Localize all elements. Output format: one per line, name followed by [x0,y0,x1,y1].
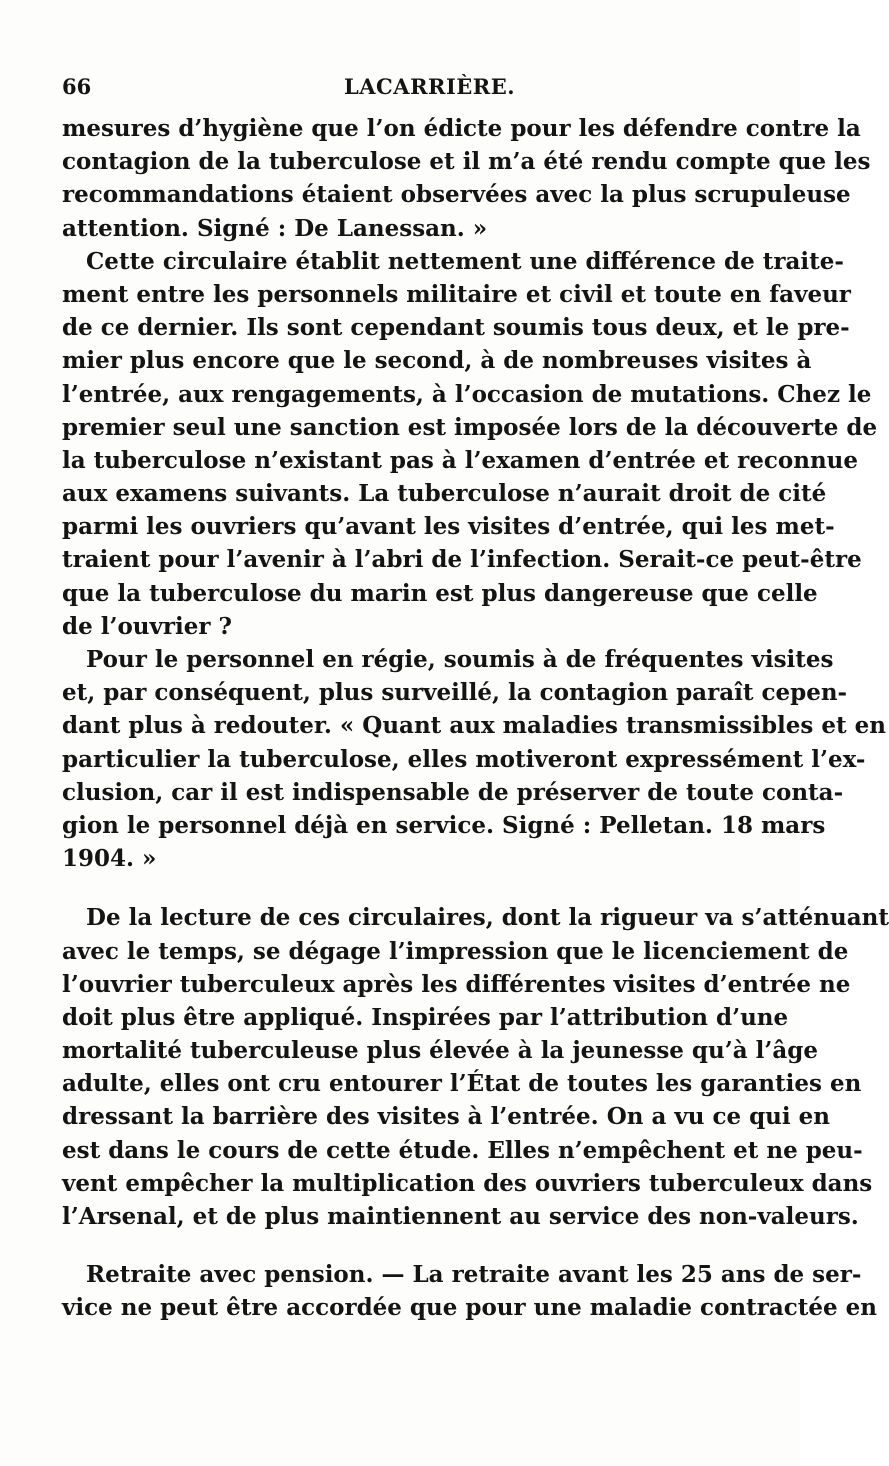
text-line: parmi les ouvriers qu’avant les visites d’entrée, qui les met- [62,513,835,541]
text-line: de l’ouvrier ? [62,612,232,640]
text-line: Pour le personnel en régie, soumis à de fréquentes visites [86,646,834,673]
text-line: que la tuberculose du marin est plus dangereuse que celle [62,579,818,607]
text-line: adulte, elles ont cru entourer l’État de toutes les garanties en [62,1070,862,1098]
page-header [62,74,760,104]
text-line: contagion de la tuberculose et il m’a été rendu compte que les [62,148,871,176]
text-line: de ce dernier. Ils sont cependant soumis tous deux, et le pre- [62,314,850,342]
text-line: clusion, car il est indispensable de préserver de toute conta- [62,778,844,806]
section-heading-line: Retraite avec pension. — La retraite avant les 25 ans de ser- [86,1261,862,1289]
paragraph-gap [62,1233,762,1258]
text-line: attention. Signé : De Lanessan. » [62,214,488,242]
text-line: mier plus encore que le second, à de nombreuses visites à [62,347,812,375]
text-line: traient pour l’avenir à l’abri de l’infection. Serait-ce peut-être [62,546,862,574]
text-line: la tuberculose n’existant pas à l’examen d’entrée et reconnue [62,446,859,474]
text-line: l’ouvrier tuberculeux après les différentes visites d’entrée ne [62,970,851,998]
text-line: aux examens suivants. La tuberculose n’aurait droit de cité [62,480,827,508]
text-line: dant plus à redouter. « Quant aux maladies transmissibles et en [62,712,887,740]
text-line: l’Arsenal, et de plus maintiennent au service des non-valeurs. [62,1203,859,1230]
text-line: Cette circulaire établit nettement une différence de traite- [86,247,844,275]
text-line: vice ne peut être accordée que pour une maladie contractée en [62,1294,878,1322]
text-line: avec le temps, se dégage l’impression que le licenciement de [62,937,849,965]
page-number: 66 [62,74,92,99]
text-line: 1904. » [62,845,157,873]
text-line: gion le personnel déjà en service. Signé : Pelletan. 18 mars [62,811,826,839]
text-line: l’entrée, aux rengagements, à l’occasion de mutations. Chez le [62,380,872,408]
running-head: LACARRIÈRE. [344,74,516,99]
text-line: recommandations étaient observées avec la plus scrupuleuse [62,181,851,209]
text-line: De la lecture de ces circulaires, dont la rigueur va s’atténuant [86,904,889,932]
text-line: mesures d’hygiène que l’on édicte pour les défendre contre la [62,115,861,142]
text-line: dressant la barrière des visites à l’entrée. On a vu ce qui en [62,1103,831,1131]
text-line: mortalité tuberculeuse plus élevée à la jeunesse qu’à l’âge [62,1037,819,1065]
text-line: premier seul une sanction est imposée lors de la découverte de [62,413,878,441]
text-line: doit plus être appliqué. Inspirées par l’attribution d’une [62,1003,789,1031]
body-text [62,112,889,1325]
text-line: ment entre les personnels militaire et civil et toute en faveur [62,280,851,308]
text-line: et, par conséquent, plus surveillé, la contagion paraît cepen- [62,679,848,707]
text-line: particulier la tuberculose, elles motiveront expressément l’ex- [62,745,866,773]
text-line: est dans le cours de cette étude. Elles n’empêchent et ne peu- [62,1136,863,1164]
paragraph-gap [62,875,762,901]
text-line: vent empêcher la multiplication des ouvriers tuberculeux dans [62,1169,873,1197]
